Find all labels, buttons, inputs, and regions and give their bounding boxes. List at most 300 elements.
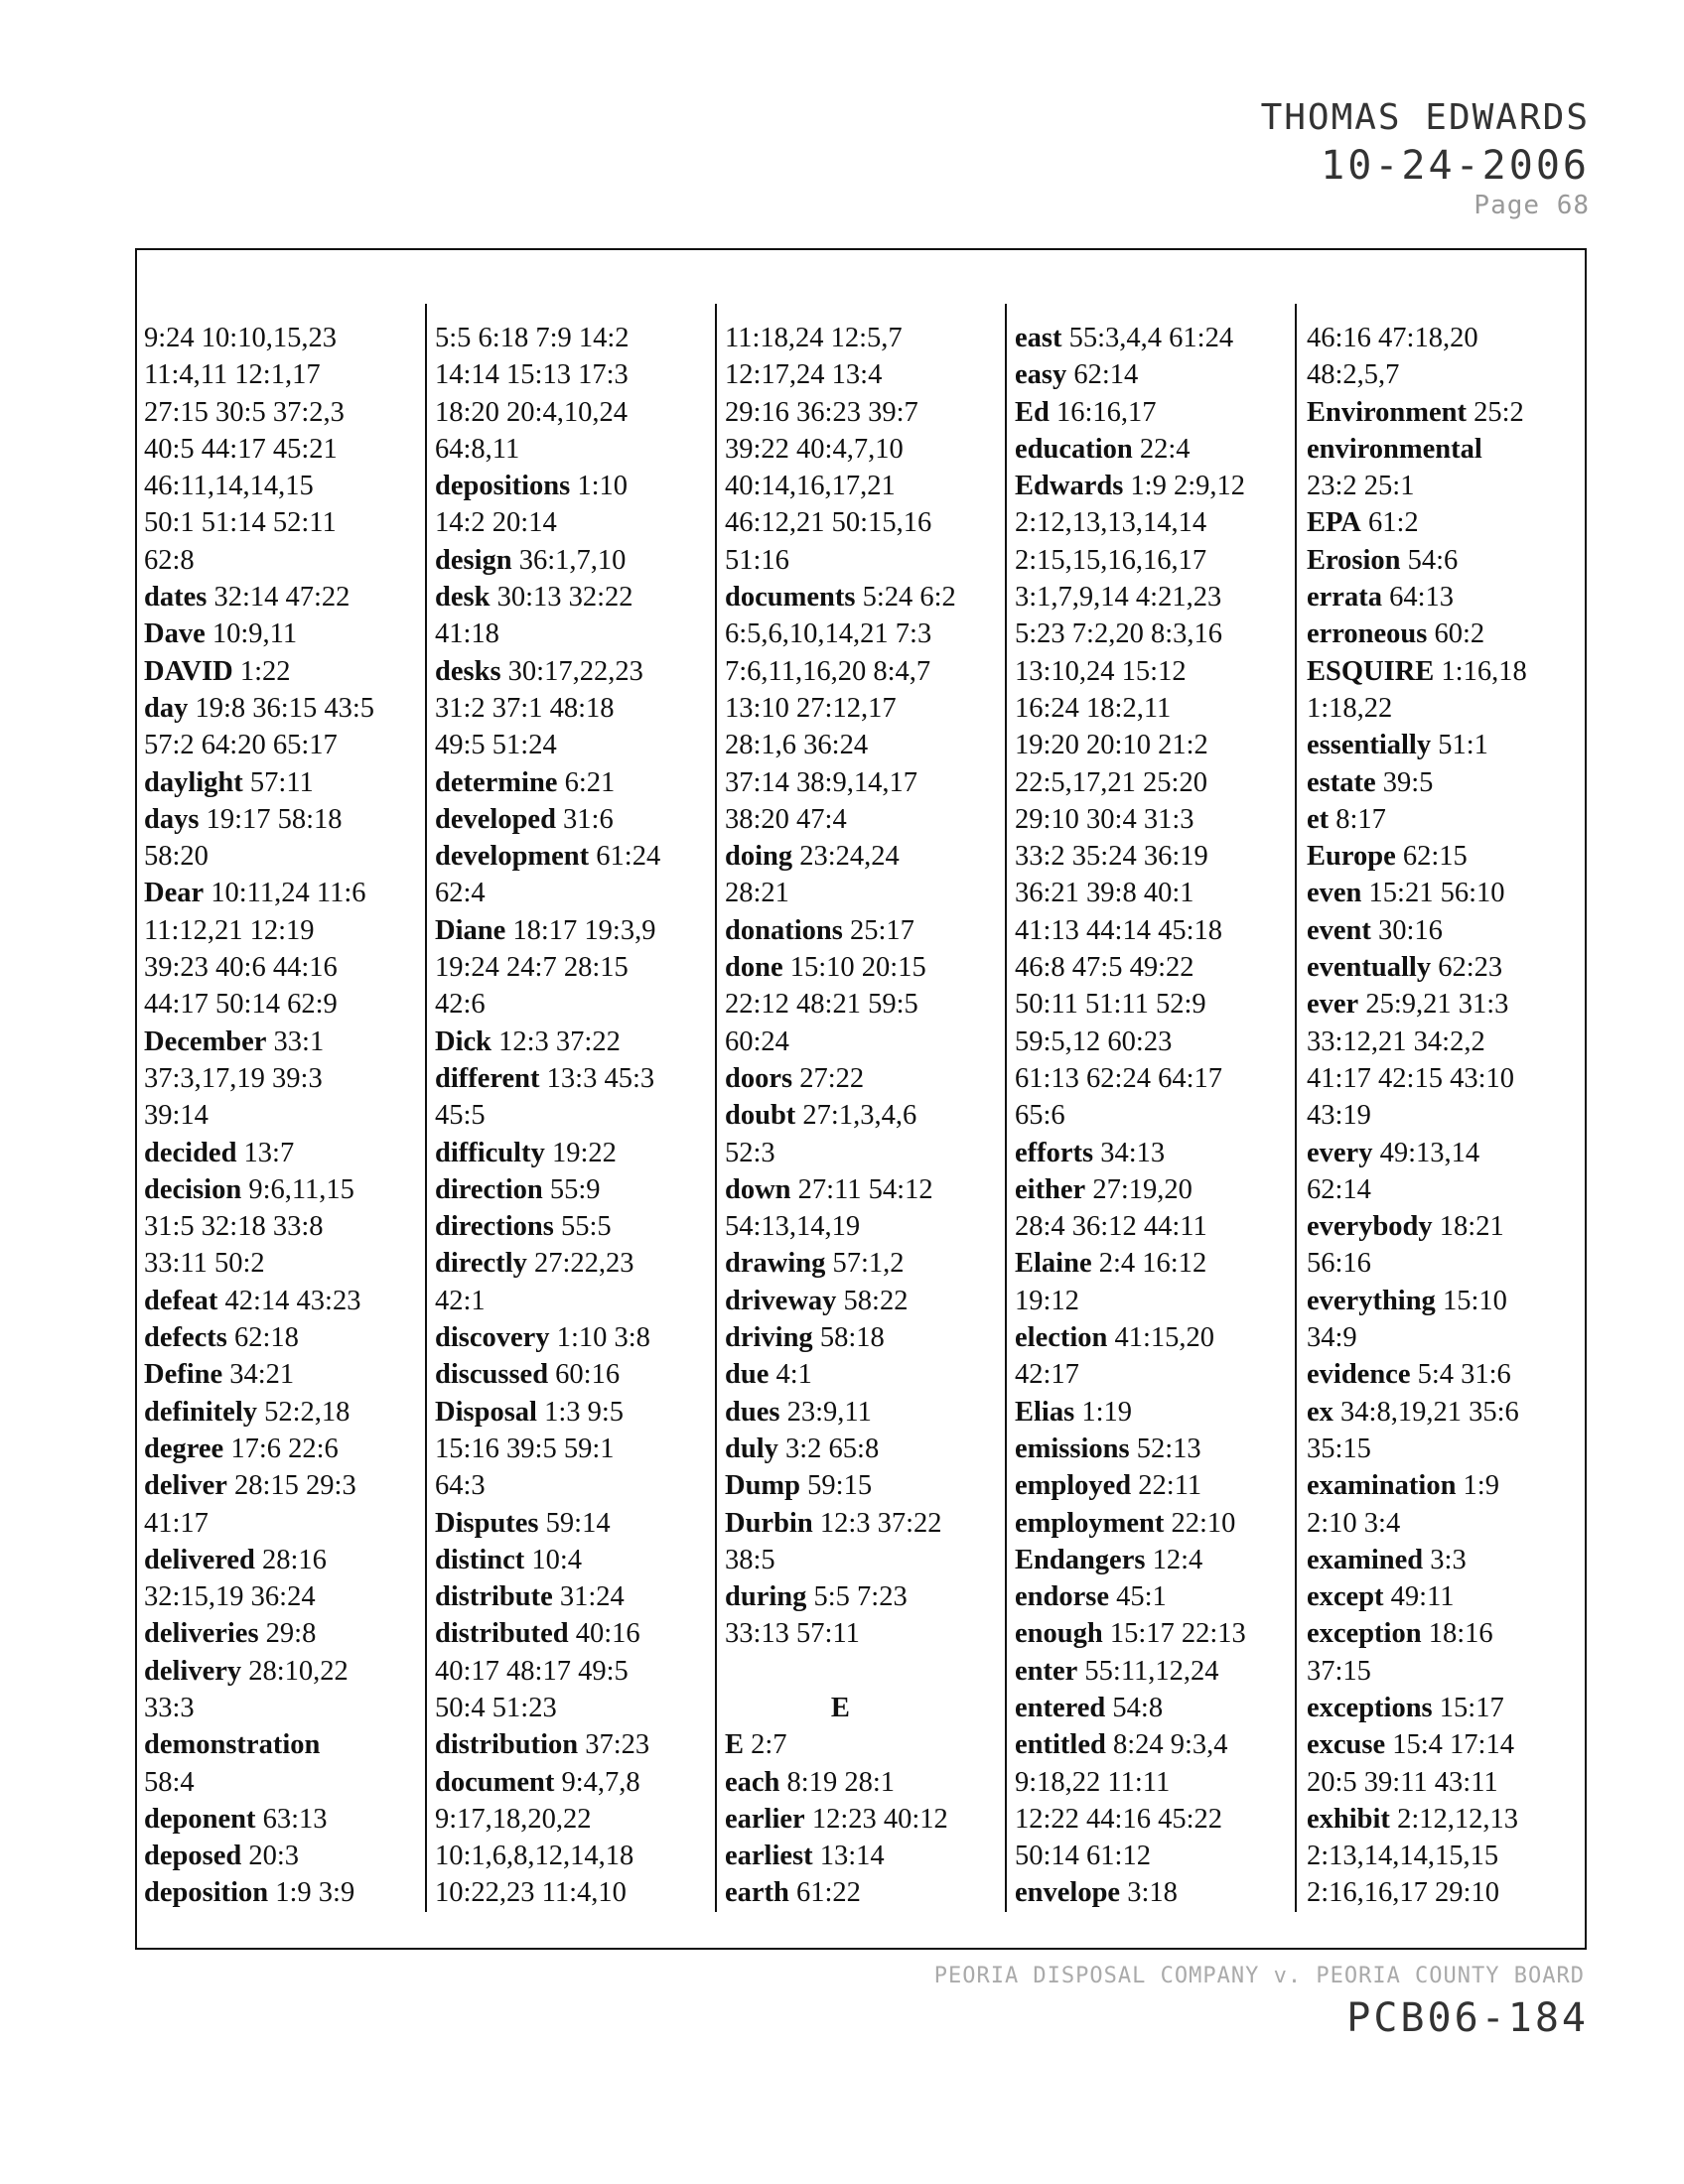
index-entry — [435, 1135, 660, 1171]
index-entry — [1307, 1801, 1527, 1838]
index-entry-continuation — [1015, 1801, 1246, 1838]
page-line-refs: 2:15,15,16,16,17 — [1015, 544, 1207, 576]
column-divider — [715, 304, 717, 1912]
page-line-refs: 3:2 65:8 — [785, 1433, 880, 1464]
page-line-refs: 57:1,2 — [832, 1248, 905, 1280]
page-line-refs: 58:4 — [144, 1766, 195, 1798]
index-word: developed — [435, 803, 556, 835]
case-number: PCB06-184 — [1346, 1995, 1589, 2041]
index-entry — [435, 1394, 660, 1431]
index-entry — [435, 912, 660, 949]
index-word: down — [725, 1173, 791, 1205]
page-line-refs: 41:18 — [435, 618, 499, 650]
index-entry-continuation — [144, 1690, 374, 1726]
page-line-refs: 59:15 — [807, 1470, 873, 1502]
index-entry — [1307, 838, 1527, 875]
index-entry-continuation — [1015, 912, 1246, 949]
index-entry-continuation — [435, 1653, 660, 1690]
page-line-refs: 8:24 9:3,4 — [1112, 1729, 1228, 1761]
page-line-refs: 3:18 — [1127, 1877, 1178, 1909]
index-entry — [144, 1838, 374, 1874]
index-entry — [144, 764, 374, 801]
page-line-refs: 58:18 — [819, 1322, 885, 1354]
index-entry-continuation — [435, 949, 660, 986]
page-line-refs: 34:8,19,21 35:6 — [1340, 1396, 1519, 1428]
page-line-refs: 12:23 40:12 — [811, 1803, 948, 1835]
page-line-refs: 33:3 — [144, 1692, 195, 1723]
page-number: Page 68 — [1474, 191, 1590, 220]
index-word: due — [725, 1359, 770, 1391]
index-entry — [725, 912, 956, 949]
index-word: entitled — [1015, 1729, 1106, 1761]
index-entry — [1307, 1135, 1527, 1171]
index-entry-continuation — [1015, 504, 1246, 541]
page-line-refs: 22:11 — [1138, 1470, 1202, 1502]
index-entry — [1307, 504, 1527, 541]
index-word: environmental — [1307, 433, 1482, 465]
index-word: enough — [1015, 1618, 1103, 1650]
page-line-refs: 38:5 — [725, 1544, 775, 1575]
page-line-refs: 15:4 17:14 — [1392, 1729, 1514, 1761]
index-entry — [1307, 986, 1527, 1023]
page-line-refs: 2:10 3:4 — [1307, 1507, 1401, 1539]
index-entry — [725, 1097, 956, 1134]
index-entry-continuation — [144, 504, 374, 541]
page-line-refs: 33:2 35:24 36:19 — [1015, 841, 1208, 873]
index-entry — [725, 1726, 956, 1763]
index-word: delivered — [144, 1544, 255, 1575]
page-line-refs: 13:3 45:3 — [546, 1062, 655, 1094]
index-word: emissions — [1015, 1433, 1130, 1464]
index-word: Disposal — [435, 1396, 537, 1428]
index-entry — [725, 838, 956, 875]
page-line-refs: 2:16,16,17 29:10 — [1307, 1877, 1499, 1909]
index-entry — [1015, 1653, 1246, 1690]
page-line-refs: 27:22 — [799, 1062, 865, 1094]
index-entry — [144, 1024, 374, 1060]
index-word: E — [725, 1729, 745, 1761]
index-word: distribute — [435, 1581, 553, 1613]
index-entry-continuation — [1015, 690, 1246, 727]
index-entry — [435, 468, 660, 504]
section-letter: E — [830, 1692, 850, 1723]
page-line-refs: 9:18,22 11:11 — [1015, 1766, 1171, 1798]
index-entry-continuation — [725, 504, 956, 541]
index-word: Environment — [1307, 396, 1467, 428]
index-entry-continuation — [435, 1838, 660, 1874]
page-line-refs: 2:12,12,13 — [1397, 1803, 1518, 1835]
index-word: doing — [725, 841, 793, 873]
index-entry-continuation — [1307, 1171, 1527, 1208]
page-line-refs: 9:4,7,8 — [561, 1766, 640, 1798]
index-entry-continuation — [1015, 1097, 1246, 1134]
index-word: even — [1307, 878, 1362, 909]
page-line-refs: 50:1 51:14 52:11 — [144, 507, 337, 539]
index-entry-continuation — [1307, 1431, 1527, 1467]
index-entry — [144, 1874, 374, 1911]
index-entry — [1307, 764, 1527, 801]
index-column — [1015, 320, 1246, 1912]
index-entry-continuation — [1015, 653, 1246, 690]
page-line-refs: 10:22,23 11:4,10 — [435, 1877, 627, 1909]
index-word: desk — [435, 582, 491, 614]
index-entry-continuation — [1307, 1024, 1527, 1060]
page-line-refs: 22:5,17,21 25:20 — [1015, 766, 1207, 798]
index-column — [725, 320, 956, 1912]
index-entry-continuation — [725, 875, 956, 911]
page-line-refs: 2:7 — [751, 1729, 787, 1761]
index-word: definitely — [144, 1396, 257, 1428]
index-entry — [435, 1245, 660, 1282]
index-entry-continuation — [435, 875, 660, 911]
index-entry — [435, 1542, 660, 1578]
deposition-date: 10-24-2006 — [1321, 143, 1590, 189]
page-line-refs: 1:10 — [577, 471, 629, 502]
index-entry — [144, 1542, 374, 1578]
index-entry-continuation — [435, 320, 660, 356]
index-entry — [144, 1431, 374, 1467]
page-line-refs: 5:4 31:6 — [1417, 1359, 1511, 1391]
index-column — [435, 320, 660, 1912]
page-line-refs: 39:22 40:4,7,10 — [725, 433, 904, 465]
index-word: examination — [1307, 1470, 1457, 1502]
index-entry-continuation — [435, 394, 660, 431]
page-line-refs: 42:17 — [1015, 1359, 1079, 1391]
index-word: Diane — [435, 914, 506, 946]
page-line-refs: 30:17,22,23 — [507, 655, 643, 687]
page-line-refs: 40:17 48:17 49:5 — [435, 1655, 629, 1687]
page-line-refs: 63:13 — [262, 1803, 328, 1835]
index-word: donations — [725, 914, 843, 946]
index-entry-continuation — [435, 1097, 660, 1134]
index-entry-continuation — [1307, 690, 1527, 727]
index-entry-continuation — [435, 1283, 660, 1319]
index-entry-continuation — [1307, 468, 1527, 504]
index-word: discovery — [435, 1322, 550, 1354]
index-word: ever — [1307, 989, 1359, 1021]
index-entry — [725, 1431, 956, 1467]
index-entry-continuation — [144, 1764, 374, 1801]
index-entry — [1307, 1356, 1527, 1393]
index-entry — [435, 838, 660, 875]
page-line-refs: 19:8 36:15 43:5 — [195, 692, 374, 724]
index-entry — [1015, 1874, 1246, 1911]
index-entry — [725, 1578, 956, 1615]
index-word: Elaine — [1015, 1248, 1092, 1280]
page-line-refs: 27:11 54:12 — [797, 1173, 933, 1205]
page-line-refs: 25:2 — [1474, 396, 1524, 428]
page-line-refs: 50:4 51:23 — [435, 1692, 557, 1723]
index-entry-continuation — [1015, 986, 1246, 1023]
page-line-refs: 12:22 44:16 45:22 — [1015, 1803, 1223, 1835]
index-word: Erosion — [1307, 544, 1401, 576]
index-word: Disputes — [435, 1507, 539, 1539]
index-entry-continuation — [435, 356, 660, 393]
index-entry-continuation — [1015, 838, 1246, 875]
index-word: earth — [725, 1877, 789, 1909]
page-line-refs: 46:12,21 50:15,16 — [725, 507, 932, 539]
index-entry-continuation — [435, 1467, 660, 1504]
index-word: erroneous — [1307, 618, 1428, 650]
index-entry-continuation — [1307, 356, 1527, 393]
page-line-refs: 46:16 47:18,20 — [1307, 323, 1478, 353]
index-word: document — [435, 1766, 555, 1798]
index-word: exception — [1307, 1618, 1422, 1650]
index-entry-continuation — [1015, 1838, 1246, 1874]
page-line-refs: 52:13 — [1136, 1433, 1201, 1464]
page-line-refs: 60:24 — [725, 1025, 789, 1057]
page-line-refs: 35:15 — [1307, 1433, 1371, 1464]
index-entry-continuation — [435, 986, 660, 1023]
index-entry-continuation — [725, 1135, 956, 1171]
index-word: evidence — [1307, 1359, 1411, 1391]
index-entry — [1307, 801, 1527, 838]
index-entry-continuation — [144, 468, 374, 504]
page-line-refs: 10:4 — [531, 1544, 583, 1575]
index-entry — [435, 1319, 660, 1356]
index-word: driveway — [725, 1285, 837, 1316]
index-word: estate — [1307, 766, 1376, 798]
index-entry-continuation — [435, 504, 660, 541]
index-word: et — [1307, 803, 1330, 835]
index-word: drawing — [725, 1248, 826, 1280]
page-line-refs: 62:8 — [144, 544, 195, 576]
index-entry — [725, 1245, 956, 1282]
index-entry — [1307, 1394, 1527, 1431]
page-line-refs: 42:6 — [435, 989, 486, 1021]
index-entry — [1307, 431, 1527, 468]
page-line-refs: 12:17,24 13:4 — [725, 359, 883, 391]
page-line-refs: 13:14 — [819, 1841, 885, 1872]
index-word: different — [435, 1062, 540, 1094]
index-word: decision — [144, 1173, 242, 1205]
page-line-refs: 13:10,24 15:12 — [1015, 655, 1187, 687]
page-line-refs: 15:10 20:15 — [789, 952, 926, 984]
page-line-refs: 59:5,12 60:23 — [1015, 1025, 1173, 1057]
index-entry — [1307, 1726, 1527, 1763]
index-entry — [1015, 468, 1246, 504]
index-word: daylight — [144, 766, 243, 798]
page-line-refs: 29:8 — [265, 1618, 317, 1650]
page-line-refs: 16:16,17 — [1056, 396, 1157, 428]
page-line-refs: 55:9 — [549, 1173, 601, 1205]
page-line-refs: 1:9 — [1463, 1470, 1499, 1502]
index-entry-continuation — [725, 468, 956, 504]
index-word: Endangers — [1015, 1544, 1146, 1575]
index-entry-continuation — [435, 1690, 660, 1726]
index-entry — [435, 1356, 660, 1393]
index-entry-continuation — [435, 1874, 660, 1911]
index-word: direction — [435, 1173, 543, 1205]
page-line-refs: 40:16 — [575, 1618, 640, 1650]
index-word: election — [1015, 1322, 1108, 1354]
page-line-refs: 2:13,14,14,15,15 — [1307, 1841, 1499, 1872]
index-word: delivery — [144, 1655, 242, 1687]
index-entry — [435, 542, 660, 579]
page-line-refs: 4:1 — [775, 1359, 812, 1391]
page-line-refs: 5:23 7:2,20 8:3,16 — [1015, 618, 1223, 650]
index-entry — [144, 1135, 374, 1171]
page-line-refs: 55:11,12,24 — [1084, 1655, 1219, 1687]
page-line-refs: 10:9,11 — [211, 618, 298, 650]
page-line-refs: 10:1,6,8,12,14,18 — [435, 1841, 634, 1872]
index-entry — [725, 1764, 956, 1801]
page-line-refs: 42:14 43:23 — [224, 1285, 361, 1316]
page-line-refs: 5:5 7:23 — [813, 1581, 908, 1613]
index-word: event — [1307, 914, 1371, 946]
index-entry-continuation — [725, 1615, 956, 1652]
index-entry — [725, 579, 956, 615]
index-entry-continuation — [725, 615, 956, 652]
page-line-refs: 31:2 37:1 48:18 — [435, 692, 615, 724]
page-line-refs: 9:6,11,15 — [248, 1173, 354, 1205]
page-line-refs: 57:11 — [249, 766, 314, 798]
page-line-refs: 8:17 — [1335, 803, 1386, 835]
index-entry — [1015, 1690, 1246, 1726]
index-entry — [1307, 949, 1527, 986]
index-entry — [435, 653, 660, 690]
index-entry — [1307, 579, 1527, 615]
page-line-refs: 40:5 44:17 45:21 — [144, 433, 338, 465]
index-word: deliveries — [144, 1618, 259, 1650]
index-entry-continuation — [1015, 1764, 1246, 1801]
index-entry — [1307, 1542, 1527, 1578]
index-entry — [1015, 1542, 1246, 1578]
page-line-refs: 22:4 — [1139, 433, 1191, 465]
index-word: ex — [1307, 1396, 1333, 1428]
page-line-refs: 15:16 39:5 59:1 — [435, 1433, 615, 1464]
index-word: endorse — [1015, 1581, 1109, 1613]
page-line-refs: 31:24 — [559, 1581, 625, 1613]
index-word: doubt — [725, 1100, 796, 1132]
index-entry — [435, 1208, 660, 1245]
page-line-refs: 18:16 — [1428, 1618, 1493, 1650]
page-line-refs: 15:10 — [1442, 1285, 1507, 1316]
index-entry — [144, 1171, 374, 1208]
index-entry-continuation — [725, 542, 956, 579]
index-entry-continuation — [1015, 1060, 1246, 1097]
index-entry — [725, 1467, 956, 1504]
page-line-refs: 34:21 — [229, 1359, 295, 1391]
page-line-refs: 16:24 18:2,11 — [1015, 692, 1172, 724]
page-line-refs: 62:15 — [1402, 841, 1468, 873]
column-divider — [425, 304, 427, 1912]
page-line-refs: 33:13 57:11 — [725, 1618, 860, 1650]
index-word: development — [435, 841, 590, 873]
index-entry-continuation — [144, 1060, 374, 1097]
page-line-refs: 28:4 36:12 44:11 — [1015, 1211, 1207, 1243]
page-line-refs: 64:3 — [435, 1470, 486, 1502]
index-word: except — [1307, 1581, 1384, 1613]
index-word: deposed — [144, 1841, 242, 1872]
index-entry — [725, 1319, 956, 1356]
page-line-refs: 13:7 — [243, 1137, 295, 1168]
index-entry-continuation — [144, 949, 374, 986]
index-word: Elias — [1015, 1396, 1075, 1428]
page-line-refs: 17:6 22:6 — [230, 1433, 339, 1464]
index-word: entered — [1015, 1692, 1106, 1723]
index-entry — [144, 1467, 374, 1504]
page-line-refs: 12:3 37:22 — [819, 1507, 942, 1539]
index-column — [144, 320, 374, 1912]
index-entry-continuation — [1307, 1060, 1527, 1097]
page-line-refs: 5:24 6:2 — [862, 582, 956, 614]
index-entry — [144, 579, 374, 615]
page-line-refs: 28:10,22 — [248, 1655, 349, 1687]
index-entry — [1307, 1467, 1527, 1504]
page-line-refs: 34:13 — [1100, 1137, 1166, 1168]
index-word: earlier — [725, 1803, 805, 1835]
page-line-refs: 62:4 — [435, 878, 486, 909]
page-line-refs: 28:1,6 36:24 — [725, 730, 869, 761]
page-line-refs: 39:23 40:6 44:16 — [144, 952, 338, 984]
index-word: discussed — [435, 1359, 549, 1391]
page-line-refs: 11:12,21 12:19 — [144, 914, 315, 946]
index-entry-continuation — [725, 727, 956, 763]
page-line-refs: 60:16 — [555, 1359, 621, 1391]
index-entry — [435, 801, 660, 838]
index-entry — [435, 1171, 660, 1208]
index-word: defeat — [144, 1285, 218, 1316]
page-line-refs: 19:22 — [551, 1137, 617, 1168]
index-entry-continuation — [1015, 615, 1246, 652]
index-word: employed — [1015, 1470, 1132, 1502]
index-entry-continuation — [1015, 579, 1246, 615]
index-entry — [1015, 1135, 1246, 1171]
index-entry-continuation — [1015, 801, 1246, 838]
page-line-refs: 33:1 — [273, 1025, 325, 1057]
index-entry-continuation — [435, 615, 660, 652]
page-line-refs: 45:1 — [1116, 1581, 1167, 1613]
page-line-refs: 64:13 — [1389, 582, 1454, 614]
index-word: Dick — [435, 1025, 491, 1057]
page-line-refs: 1:10 3:8 — [556, 1322, 650, 1354]
index-entry — [1307, 1208, 1527, 1245]
index-entry — [725, 1801, 956, 1838]
page-line-refs: 11:4,11 12:1,17 — [144, 359, 321, 391]
page-line-refs: 49:5 51:24 — [435, 730, 557, 761]
page-line-refs: 3:3 — [1430, 1544, 1467, 1575]
page-line-refs: 51:16 — [725, 544, 789, 576]
page-line-refs: 55:3,4,4 61:24 — [1068, 323, 1234, 353]
page-line-refs: 51:1 — [1438, 730, 1488, 761]
index-word: enter — [1015, 1655, 1078, 1687]
index-entry-continuation — [725, 1024, 956, 1060]
page-line-refs: 52:3 — [725, 1137, 775, 1168]
index-entry-continuation — [725, 1542, 956, 1578]
page-line-refs: 49:11 — [1390, 1581, 1455, 1613]
page-line-refs: 34:9 — [1307, 1322, 1357, 1354]
index-entry-continuation — [1307, 1838, 1527, 1874]
page-line-refs: 55:5 — [560, 1211, 612, 1243]
page-line-refs: 38:20 47:4 — [725, 803, 847, 835]
index-entry-continuation — [725, 356, 956, 393]
index-word: depositions — [435, 471, 571, 502]
page-line-refs: 27:1,3,4,6 — [802, 1100, 917, 1132]
index-word: dates — [144, 582, 208, 614]
index-entry — [725, 1874, 956, 1911]
page-line-refs: 6:21 — [564, 766, 616, 798]
index-entry-continuation — [1307, 1505, 1527, 1542]
page-line-refs: 7:6,11,16,20 8:4,7 — [725, 655, 931, 687]
index-word: distribution — [435, 1729, 579, 1761]
index-entry — [1015, 1394, 1246, 1431]
page-line-refs: 64:8,11 — [435, 433, 520, 465]
page-line-refs: 19:12 — [1015, 1285, 1079, 1316]
index-word: distinct — [435, 1544, 525, 1575]
index-entry — [725, 1060, 956, 1097]
index-entry — [1015, 431, 1246, 468]
